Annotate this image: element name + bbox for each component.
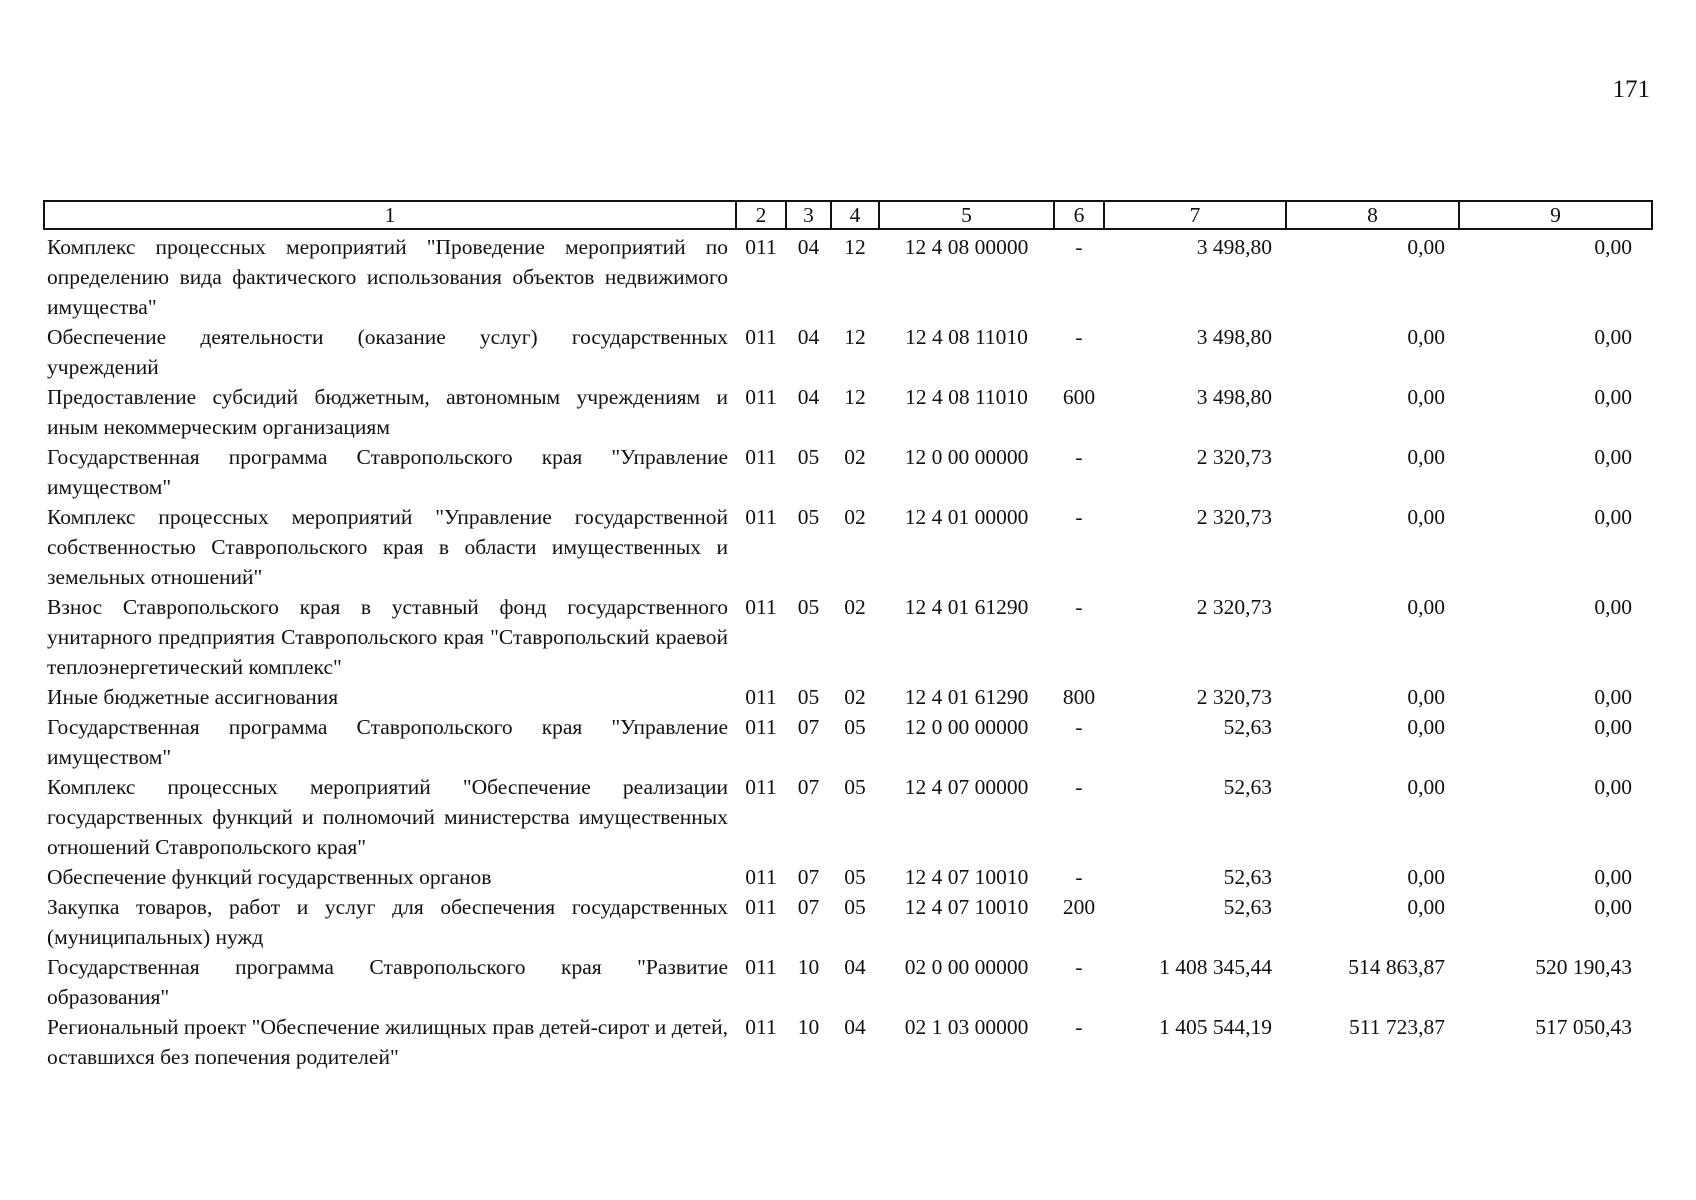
expense-type-cell: - bbox=[1075, 445, 1083, 469]
target-article-cell: 12 0 00 00000 bbox=[904, 445, 1029, 469]
subsection-code-cell: 02 bbox=[844, 685, 866, 709]
table-row bbox=[44, 892, 1652, 952]
amount-col7-cell: 2 320,73 bbox=[1196, 445, 1272, 469]
amount-col9-cell: 0,00 bbox=[1594, 505, 1632, 529]
row-name-cell: Комплекс процессных мероприятий "Проведение мероприятий по определению вида фактического использования объектов недвижимого имущества" bbox=[47, 235, 728, 319]
ministry-code-cell: 011 bbox=[745, 445, 777, 469]
table-row bbox=[44, 322, 1652, 382]
amount-col9-cell: 0,00 bbox=[1594, 385, 1632, 409]
amount-col8-cell: 0,00 bbox=[1407, 235, 1445, 259]
table-row bbox=[44, 382, 1652, 442]
page-number: 171 bbox=[1612, 76, 1650, 103]
ministry-code-cell: 011 bbox=[745, 685, 777, 709]
amount-col7-cell: 52,63 bbox=[1223, 865, 1272, 889]
subsection-code-cell: 02 bbox=[844, 595, 866, 619]
amount-col7-cell: 52,63 bbox=[1223, 775, 1272, 799]
row-name-cell: Взнос Ставропольского края в уставный фонд государственного унитарного предприятия Ставропольского края "Ставропольский краевой теплоэнергетический комплекс" bbox=[47, 595, 728, 679]
expense-type-cell: 200 bbox=[1062, 895, 1096, 919]
amount-col9-cell: 0,00 bbox=[1594, 715, 1632, 739]
section-code-cell: 05 bbox=[797, 685, 820, 709]
expense-type-cell: 600 bbox=[1062, 385, 1096, 409]
row-name-cell: Государственная программа Ставропольского края "Управление имуществом" bbox=[47, 445, 728, 499]
subsection-code-cell: 05 bbox=[844, 865, 866, 889]
amount-col8-cell: 0,00 bbox=[1407, 895, 1445, 919]
table-row bbox=[44, 862, 1652, 892]
row-name-cell: Обеспечение функций государственных органов bbox=[47, 865, 492, 889]
target-article-cell: 12 4 08 11010 bbox=[905, 325, 1028, 349]
section-code-cell: 05 bbox=[797, 445, 820, 469]
row-name-cell: Обеспечение деятельности (оказание услуг) государственных учреждений bbox=[47, 325, 728, 379]
column-number-header bbox=[44, 201, 1652, 229]
column-header: 7 bbox=[1104, 201, 1286, 229]
column-header: 3 bbox=[786, 201, 831, 229]
subsection-code-cell: 05 bbox=[844, 895, 866, 919]
section-code-cell: 04 bbox=[797, 235, 820, 259]
ministry-code-cell: 011 bbox=[745, 775, 777, 799]
expense-type-cell: - bbox=[1075, 775, 1083, 799]
column-header: 6 bbox=[1054, 201, 1104, 229]
amount-col9-cell: 0,00 bbox=[1594, 865, 1632, 889]
expense-type-cell: - bbox=[1075, 595, 1083, 619]
amount-col9-cell: 0,00 bbox=[1594, 895, 1632, 919]
section-code-cell: 10 bbox=[797, 955, 820, 979]
amount-col8-cell: 0,00 bbox=[1407, 595, 1445, 619]
section-code-cell: 04 bbox=[797, 385, 820, 409]
subsection-code-cell: 05 bbox=[844, 775, 866, 799]
amount-col8-cell: 0,00 bbox=[1407, 325, 1445, 349]
column-header: 2 bbox=[736, 201, 786, 229]
amount-col7-cell: 2 320,73 bbox=[1196, 505, 1272, 529]
amount-col7-cell: 52,63 bbox=[1223, 715, 1272, 739]
amount-col9-cell: 0,00 bbox=[1594, 325, 1632, 349]
expense-type-cell: - bbox=[1075, 865, 1083, 889]
table-row bbox=[44, 952, 1652, 1012]
budget-table bbox=[43, 200, 1653, 1072]
amount-col7-cell: 3 498,80 bbox=[1196, 325, 1272, 349]
target-article-cell: 12 4 01 00000 bbox=[904, 505, 1029, 529]
subsection-code-cell: 05 bbox=[844, 715, 866, 739]
amount-col8-cell: 511 723,87 bbox=[1349, 1015, 1445, 1039]
section-code-cell: 07 bbox=[797, 715, 820, 739]
amount-col7-cell: 2 320,73 bbox=[1196, 595, 1272, 619]
amount-col8-cell: 0,00 bbox=[1407, 715, 1445, 739]
row-name-cell: Региональный проект "Обеспечение жилищных прав детей-сирот и детей, оставшихся без попечения родителей" bbox=[47, 1015, 728, 1069]
target-article-cell: 02 1 03 00000 bbox=[904, 1015, 1029, 1039]
expense-type-cell: - bbox=[1075, 955, 1083, 979]
row-name-cell: Иные бюджетные ассигнования bbox=[47, 685, 339, 709]
target-article-cell: 12 4 08 11010 bbox=[905, 385, 1028, 409]
table-row bbox=[44, 1012, 1652, 1072]
section-code-cell: 05 bbox=[797, 595, 820, 619]
subsection-code-cell: 02 bbox=[844, 505, 866, 529]
row-name-cell: Комплекс процессных мероприятий "Управление государственной собственностью Ставропольского края в области имущественных и земельных отношений" bbox=[47, 505, 728, 589]
subsection-code-cell: 12 bbox=[844, 385, 866, 409]
target-article-cell: 12 4 01 61290 bbox=[904, 685, 1029, 709]
table-row bbox=[44, 682, 1652, 712]
target-article-cell: 12 4 07 10010 bbox=[904, 895, 1029, 919]
table-row bbox=[44, 712, 1652, 772]
target-article-cell: 12 4 08 00000 bbox=[904, 235, 1029, 259]
amount-col9-cell: 517 050,43 bbox=[1535, 1015, 1632, 1039]
amount-col7-cell: 2 320,73 bbox=[1196, 685, 1272, 709]
amount-col7-cell: 52,63 bbox=[1223, 895, 1272, 919]
target-article-cell: 12 4 01 61290 bbox=[904, 595, 1029, 619]
subsection-code-cell: 12 bbox=[844, 325, 866, 349]
amount-col9-cell: 0,00 bbox=[1594, 445, 1632, 469]
expense-type-cell: - bbox=[1075, 325, 1083, 349]
subsection-code-cell: 02 bbox=[844, 445, 866, 469]
row-name-cell: Закупка товаров, работ и услуг для обеспечения государственных (муниципальных) нужд bbox=[47, 895, 728, 949]
column-header: 9 bbox=[1459, 201, 1652, 229]
section-code-cell: 07 bbox=[797, 865, 820, 889]
expense-type-cell: 800 bbox=[1062, 685, 1096, 709]
expense-type-cell: - bbox=[1075, 1015, 1083, 1039]
section-code-cell: 05 bbox=[797, 505, 820, 529]
ministry-code-cell: 011 bbox=[745, 235, 777, 259]
ministry-code-cell: 011 bbox=[745, 325, 777, 349]
ministry-code-cell: 011 bbox=[745, 385, 777, 409]
subsection-code-cell: 04 bbox=[844, 955, 866, 979]
amount-col9-cell: 0,00 bbox=[1594, 235, 1632, 259]
expense-type-cell: - bbox=[1075, 505, 1083, 529]
amount-col7-cell: 3 498,80 bbox=[1196, 235, 1272, 259]
expense-type-cell: - bbox=[1075, 235, 1083, 259]
amount-col9-cell: 520 190,43 bbox=[1535, 955, 1632, 979]
section-code-cell: 07 bbox=[797, 895, 820, 919]
section-code-cell: 10 bbox=[797, 1015, 820, 1039]
subsection-code-cell: 04 bbox=[844, 1015, 866, 1039]
amount-col8-cell: 0,00 bbox=[1407, 445, 1445, 469]
amount-col7-cell: 3 498,80 bbox=[1196, 385, 1272, 409]
amount-col8-cell: 0,00 bbox=[1407, 775, 1445, 799]
amount-col9-cell: 0,00 bbox=[1594, 685, 1632, 709]
amount-col8-cell: 514 863,87 bbox=[1348, 955, 1445, 979]
target-article-cell: 12 4 07 00000 bbox=[904, 775, 1029, 799]
ministry-code-cell: 011 bbox=[745, 1015, 777, 1039]
expense-type-cell: - bbox=[1075, 715, 1083, 739]
target-article-cell: 12 0 00 00000 bbox=[904, 715, 1029, 739]
ministry-code-cell: 011 bbox=[745, 865, 777, 889]
target-article-cell: 12 4 07 10010 bbox=[904, 865, 1029, 889]
table-row bbox=[44, 502, 1652, 592]
row-name-cell: Государственная программа Ставропольского края "Управление имуществом" bbox=[47, 715, 728, 769]
amount-col9-cell: 0,00 bbox=[1594, 775, 1632, 799]
amount-col9-cell: 0,00 bbox=[1594, 595, 1632, 619]
column-header: 1 bbox=[44, 201, 736, 229]
target-article-cell: 02 0 00 00000 bbox=[904, 955, 1029, 979]
column-header: 4 bbox=[831, 201, 879, 229]
ministry-code-cell: 011 bbox=[745, 715, 777, 739]
ministry-code-cell: 011 bbox=[745, 505, 777, 529]
table-row bbox=[44, 442, 1652, 502]
amount-col8-cell: 0,00 bbox=[1407, 385, 1445, 409]
row-name-cell: Государственная программа Ставропольского края "Развитие образования" bbox=[47, 955, 728, 1009]
table-row bbox=[44, 592, 1652, 682]
amount-col7-cell: 1 405 544,19 bbox=[1159, 1015, 1272, 1039]
table-body bbox=[44, 229, 1652, 1072]
row-name-cell: Предоставление субсидий бюджетным, автономным учреждениям и иным некоммерческим организациям bbox=[47, 385, 728, 439]
amount-col8-cell: 0,00 bbox=[1407, 505, 1445, 529]
ministry-code-cell: 011 bbox=[745, 595, 777, 619]
column-header: 8 bbox=[1286, 201, 1459, 229]
section-code-cell: 04 bbox=[797, 325, 820, 349]
ministry-code-cell: 011 bbox=[745, 955, 777, 979]
section-code-cell: 07 bbox=[797, 775, 820, 799]
amount-col8-cell: 0,00 bbox=[1407, 865, 1445, 889]
subsection-code-cell: 12 bbox=[844, 235, 866, 259]
ministry-code-cell: 011 bbox=[745, 895, 777, 919]
row-name-cell: Комплекс процессных мероприятий "Обеспечение реализации государственных функций и полномочий министерства имущественных отношений Ставропольского края" bbox=[47, 775, 728, 859]
table-row bbox=[44, 772, 1652, 862]
amount-col7-cell: 1 408 345,44 bbox=[1159, 955, 1272, 979]
column-header: 5 bbox=[879, 201, 1054, 229]
amount-col8-cell: 0,00 bbox=[1407, 685, 1445, 709]
table-row bbox=[44, 229, 1652, 322]
